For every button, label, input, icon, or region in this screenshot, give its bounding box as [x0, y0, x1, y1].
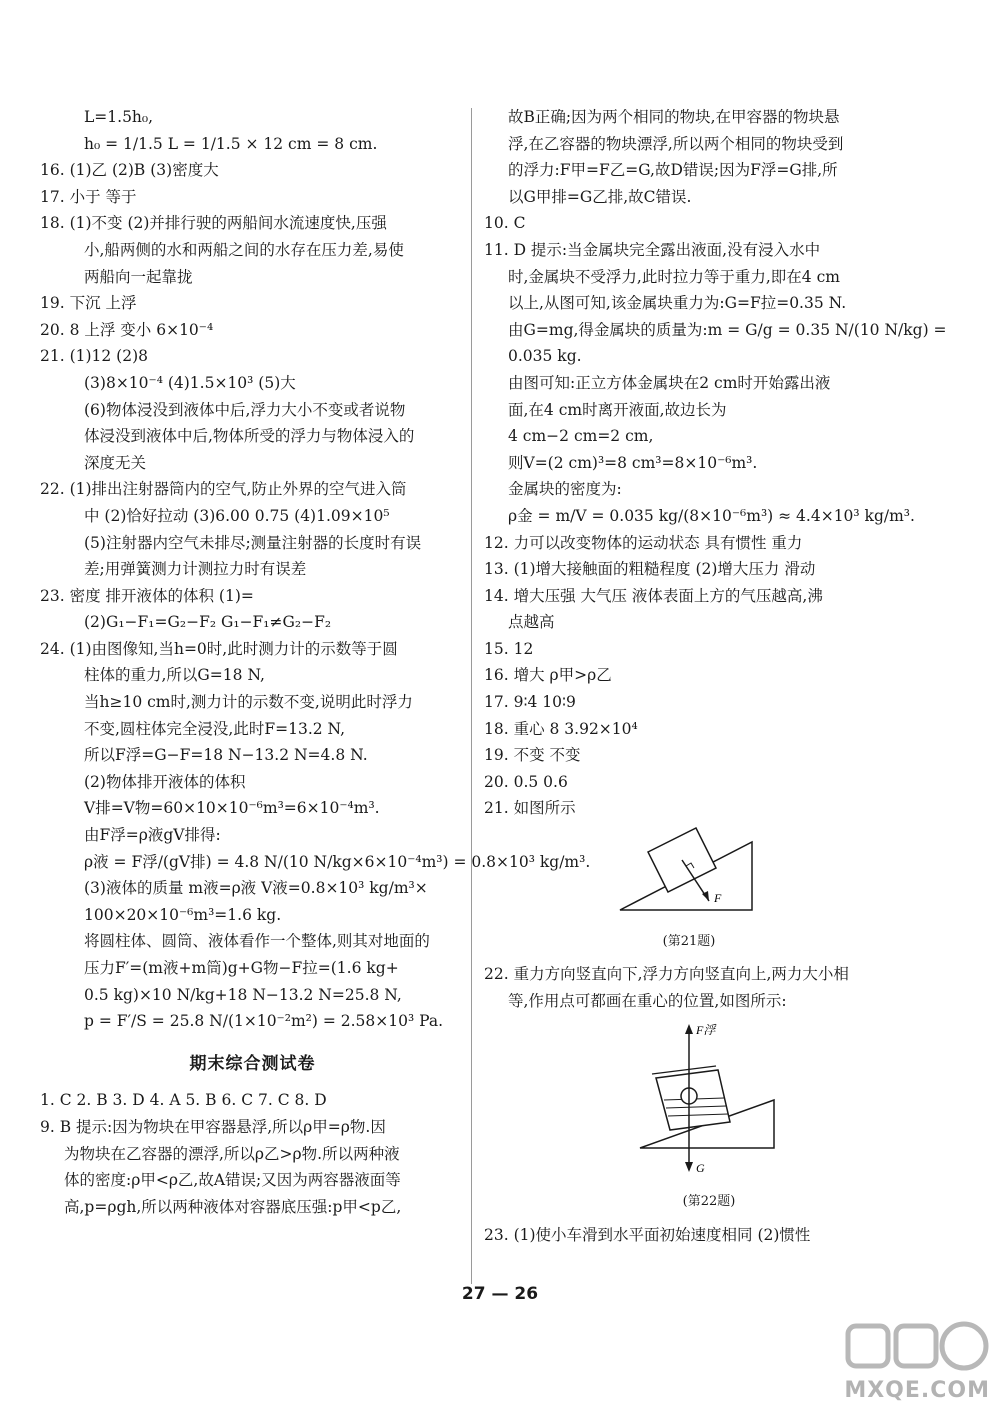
answer-line: 由F浮=ρ液gV排得: — [84, 826, 221, 845]
answer-line: 所以F浮=G−F=18 N−13.2 N=4.8 N. — [84, 746, 368, 765]
answer-line: 14. 增大压强 大气压 液体表面上方的气压越高,沸 — [484, 586, 823, 605]
figure-21-caption: (第21题) — [662, 933, 716, 949]
answer-line: 时,金属块不受浮力,此时拉力等于重力,即在4 cm — [508, 267, 840, 286]
buoyancy-diagram — [634, 1020, 784, 1180]
answer-line: 4 cm−2 cm=2 cm, — [508, 427, 654, 446]
answer-line: (2)物体排开液体的体积 — [84, 772, 246, 791]
answer-line: 将圆柱体、圆筒、液体看作一个整体,则其对地面的 — [84, 932, 430, 951]
answer-line: 柱体的重力,所以G=18 N, — [84, 666, 265, 685]
answer-line: 23. (1)使小车滑到水平面初始速度相同 (2)惯性 — [484, 1225, 811, 1244]
answer-line: 12. 力可以改变物体的运动状态 具有惯性 重力 — [484, 533, 803, 552]
answer-line: 当h≥10 cm时,测力计的示数不变,说明此时浮力 — [84, 693, 413, 712]
answer-line: 点越高 — [508, 613, 555, 632]
answer-line: V排=V物=60×10×10⁻⁶m³=6×10⁻⁴m³. — [84, 799, 380, 818]
answer-line: (3)8×10⁻⁴ (4)1.5×10³ (5)大 — [84, 373, 296, 392]
answer-line: 的浮力:F甲=F乙=G,故D错误;因为F浮=G排,所 — [508, 161, 838, 180]
answer-line: 21. (1)12 (2)8 — [40, 347, 149, 366]
answer-line: 16. 增大 ρ甲>ρ乙 — [484, 666, 612, 685]
answer-line: ρ金 = m/V = 0.035 kg/(8×10⁻⁶m³) ≈ 4.4×10³ kg/m³. — [508, 506, 915, 525]
answer-23-list — [484, 1222, 934, 1249]
answer-line: 15. 12 — [484, 639, 534, 658]
answer-line: 22. 重力方向竖直向下,浮力方向竖直向上,两力大小相 — [484, 965, 849, 984]
answer-line: L=1.5h₀, — [84, 108, 154, 126]
answer-line: 0.5 kg)×10 N/kg+18 N−13.2 N=25.8 N, — [84, 985, 402, 1004]
incline-block-diagram — [614, 828, 764, 920]
answer-line: (3)液体的质量 m液=ρ液 V液=0.8×10³ kg/m³× — [84, 879, 428, 898]
answer-line: 24. (1)由图像知,当h=0时,此时测力计的示数等于圆 — [40, 639, 398, 658]
answer-line: 100×20×10⁻⁶m³=1.6 kg. — [84, 905, 282, 924]
answer-line: 深度无关 — [84, 453, 147, 472]
final-test-answer-list — [40, 1087, 465, 1220]
answer-line: p = F′/S = 25.8 N/(1×10⁻²m²) = 2.58×10³ Pa. — [84, 1012, 444, 1031]
answer-line: 21. 如图所示 — [484, 799, 576, 818]
answer-line: 体浸没到液体中后,物体所受的浮力与物体浸入的 — [84, 427, 415, 446]
answer-line: (5)注射器内空气未排尽;测量注射器的长度时有误 — [84, 533, 422, 552]
answer-22-list — [484, 961, 934, 1014]
force-label-f: F — [714, 891, 722, 906]
answer-line: 以G甲排=G乙排,故C错误. — [508, 187, 692, 206]
answer-line: 13. (1)增大接触面的粗糙程度 (2)增大压力 滑动 — [484, 560, 816, 579]
page-number: 27 — 26 — [461, 1284, 539, 1304]
answer-line: 18. (1)不变 (2)并排行驶的两船间水流速度快,压强 — [40, 214, 387, 233]
answer-line: 两船向一起靠拢 — [84, 267, 193, 286]
answer-line: 9. B 提示:因为物块在甲容器悬浮,所以ρ甲=ρ物.因 — [40, 1117, 386, 1136]
answer-line: 为物块在乙容器的漂浮,所以ρ乙>ρ物.所以两种液 — [64, 1144, 400, 1163]
answer-line: (6)物体浸没到液体中后,浮力大小不变或者说物 — [84, 400, 406, 419]
answer-line: 浮,在乙容器的物块漂浮,所以两个相同的物块受到 — [508, 134, 844, 153]
gravity-label: G — [696, 1161, 705, 1176]
answer-line: 22. (1)排出注射器筒内的空气,防止外界的空气进入筒 — [40, 480, 407, 499]
answer-line: 故B正确;因为两个相同的物块,在甲容器的物块悬 — [508, 108, 840, 126]
column-divider — [471, 108, 472, 1284]
answer-line: 11. D 提示:当金属块完全露出液面,没有浸入水中 — [484, 240, 821, 259]
answer-line: (2)G₁−F₁=G₂−F₂ G₁−F₁≠G₂−F₂ — [84, 613, 332, 632]
answer-line: 1. C 2. B 3. D 4. A 5. B 6. C 7. C 8. D — [40, 1091, 327, 1110]
answer-line: h₀ = 1/1.5 L = 1/1.5 × 12 cm = 8 cm. — [84, 134, 378, 153]
figure-22 — [634, 1020, 934, 1215]
answer-line: 20. 0.5 0.6 — [484, 772, 568, 791]
answer-line: 小,船两侧的水和两船之间的水存在压力差,易使 — [84, 240, 404, 259]
right-column — [484, 104, 947, 1248]
answer-line: 压力F′=(m液+m筒)g+G物−F拉=(1.6 kg+ — [84, 959, 399, 977]
answer-line: 23. 密度 排开液体的体积 (1)= — [40, 586, 254, 605]
figure-22-caption: (第22题) — [682, 1194, 736, 1209]
answer-line: 20. 8 上浮 变小 6×10⁻⁴ — [40, 320, 214, 339]
answer-line: 19. 下沉 上浮 — [40, 294, 137, 313]
answer-line: 17. 小于 等于 — [40, 187, 137, 206]
answer-line: 差;用弹簧测力计测拉力时有误差 — [84, 560, 307, 579]
answer-line: 面,在4 cm时离开液面,故边长为 — [508, 400, 727, 419]
figure-21 — [614, 828, 934, 955]
answer-line: 17. 9∶4 10∶9 — [484, 693, 576, 712]
answer-line: 19. 不变 不变 — [484, 746, 581, 765]
answer-line: 金属块的密度为: — [508, 480, 622, 499]
section-title: 期末综合测试卷 — [189, 1053, 316, 1074]
answer-line: ρ液 = F浮/(gV排) = 4.8 N/(10 N/kg×6×10⁻⁴m³) = 0.8×10³ kg/m³. — [84, 852, 591, 871]
answer-line: 中 (2)恰好拉动 (3)6.00 0.75 (4)1.09×10⁵ — [84, 506, 390, 525]
right-answer-list — [484, 104, 947, 822]
answer-line: 0.035 kg. — [508, 347, 582, 366]
answer-line: 以上,从图可知,该金属块重力为:G=F拉=0.35 N. — [508, 294, 847, 313]
answer-line: 不变,圆柱体完全浸没,此时F=13.2 N, — [84, 719, 346, 738]
answer-line: 由图可知:正立方体金属块在2 cm时开始露出液 — [508, 373, 831, 392]
watermark-text: MXQE.COM — [844, 1378, 990, 1403]
answer-line: 由G=mg,得金属块的质量为:m = G/g = 0.35 N/(10 N/kg) = — [508, 320, 947, 339]
answer-line: 体的密度:ρ甲<ρ乙,故A错误;又因为两容器液面等 — [64, 1171, 401, 1190]
buoyant-force-label: F浮 — [696, 1023, 716, 1038]
answer-line: 10. C — [484, 214, 526, 233]
answer-line: 高,p=ρgh,所以两种液体对容器底压强:p甲<p乙, — [64, 1197, 402, 1216]
answer-line: 等,作用点可都画在重心的位置,如图所示: — [508, 991, 787, 1010]
answer-line: 18. 重心 8 3.92×10⁴ — [484, 719, 638, 738]
answer-line: 16. (1)乙 (2)B (3)密度大 — [40, 161, 219, 180]
answer-line: 则V=(2 cm)³=8 cm³=8×10⁻⁶m³. — [508, 453, 758, 472]
